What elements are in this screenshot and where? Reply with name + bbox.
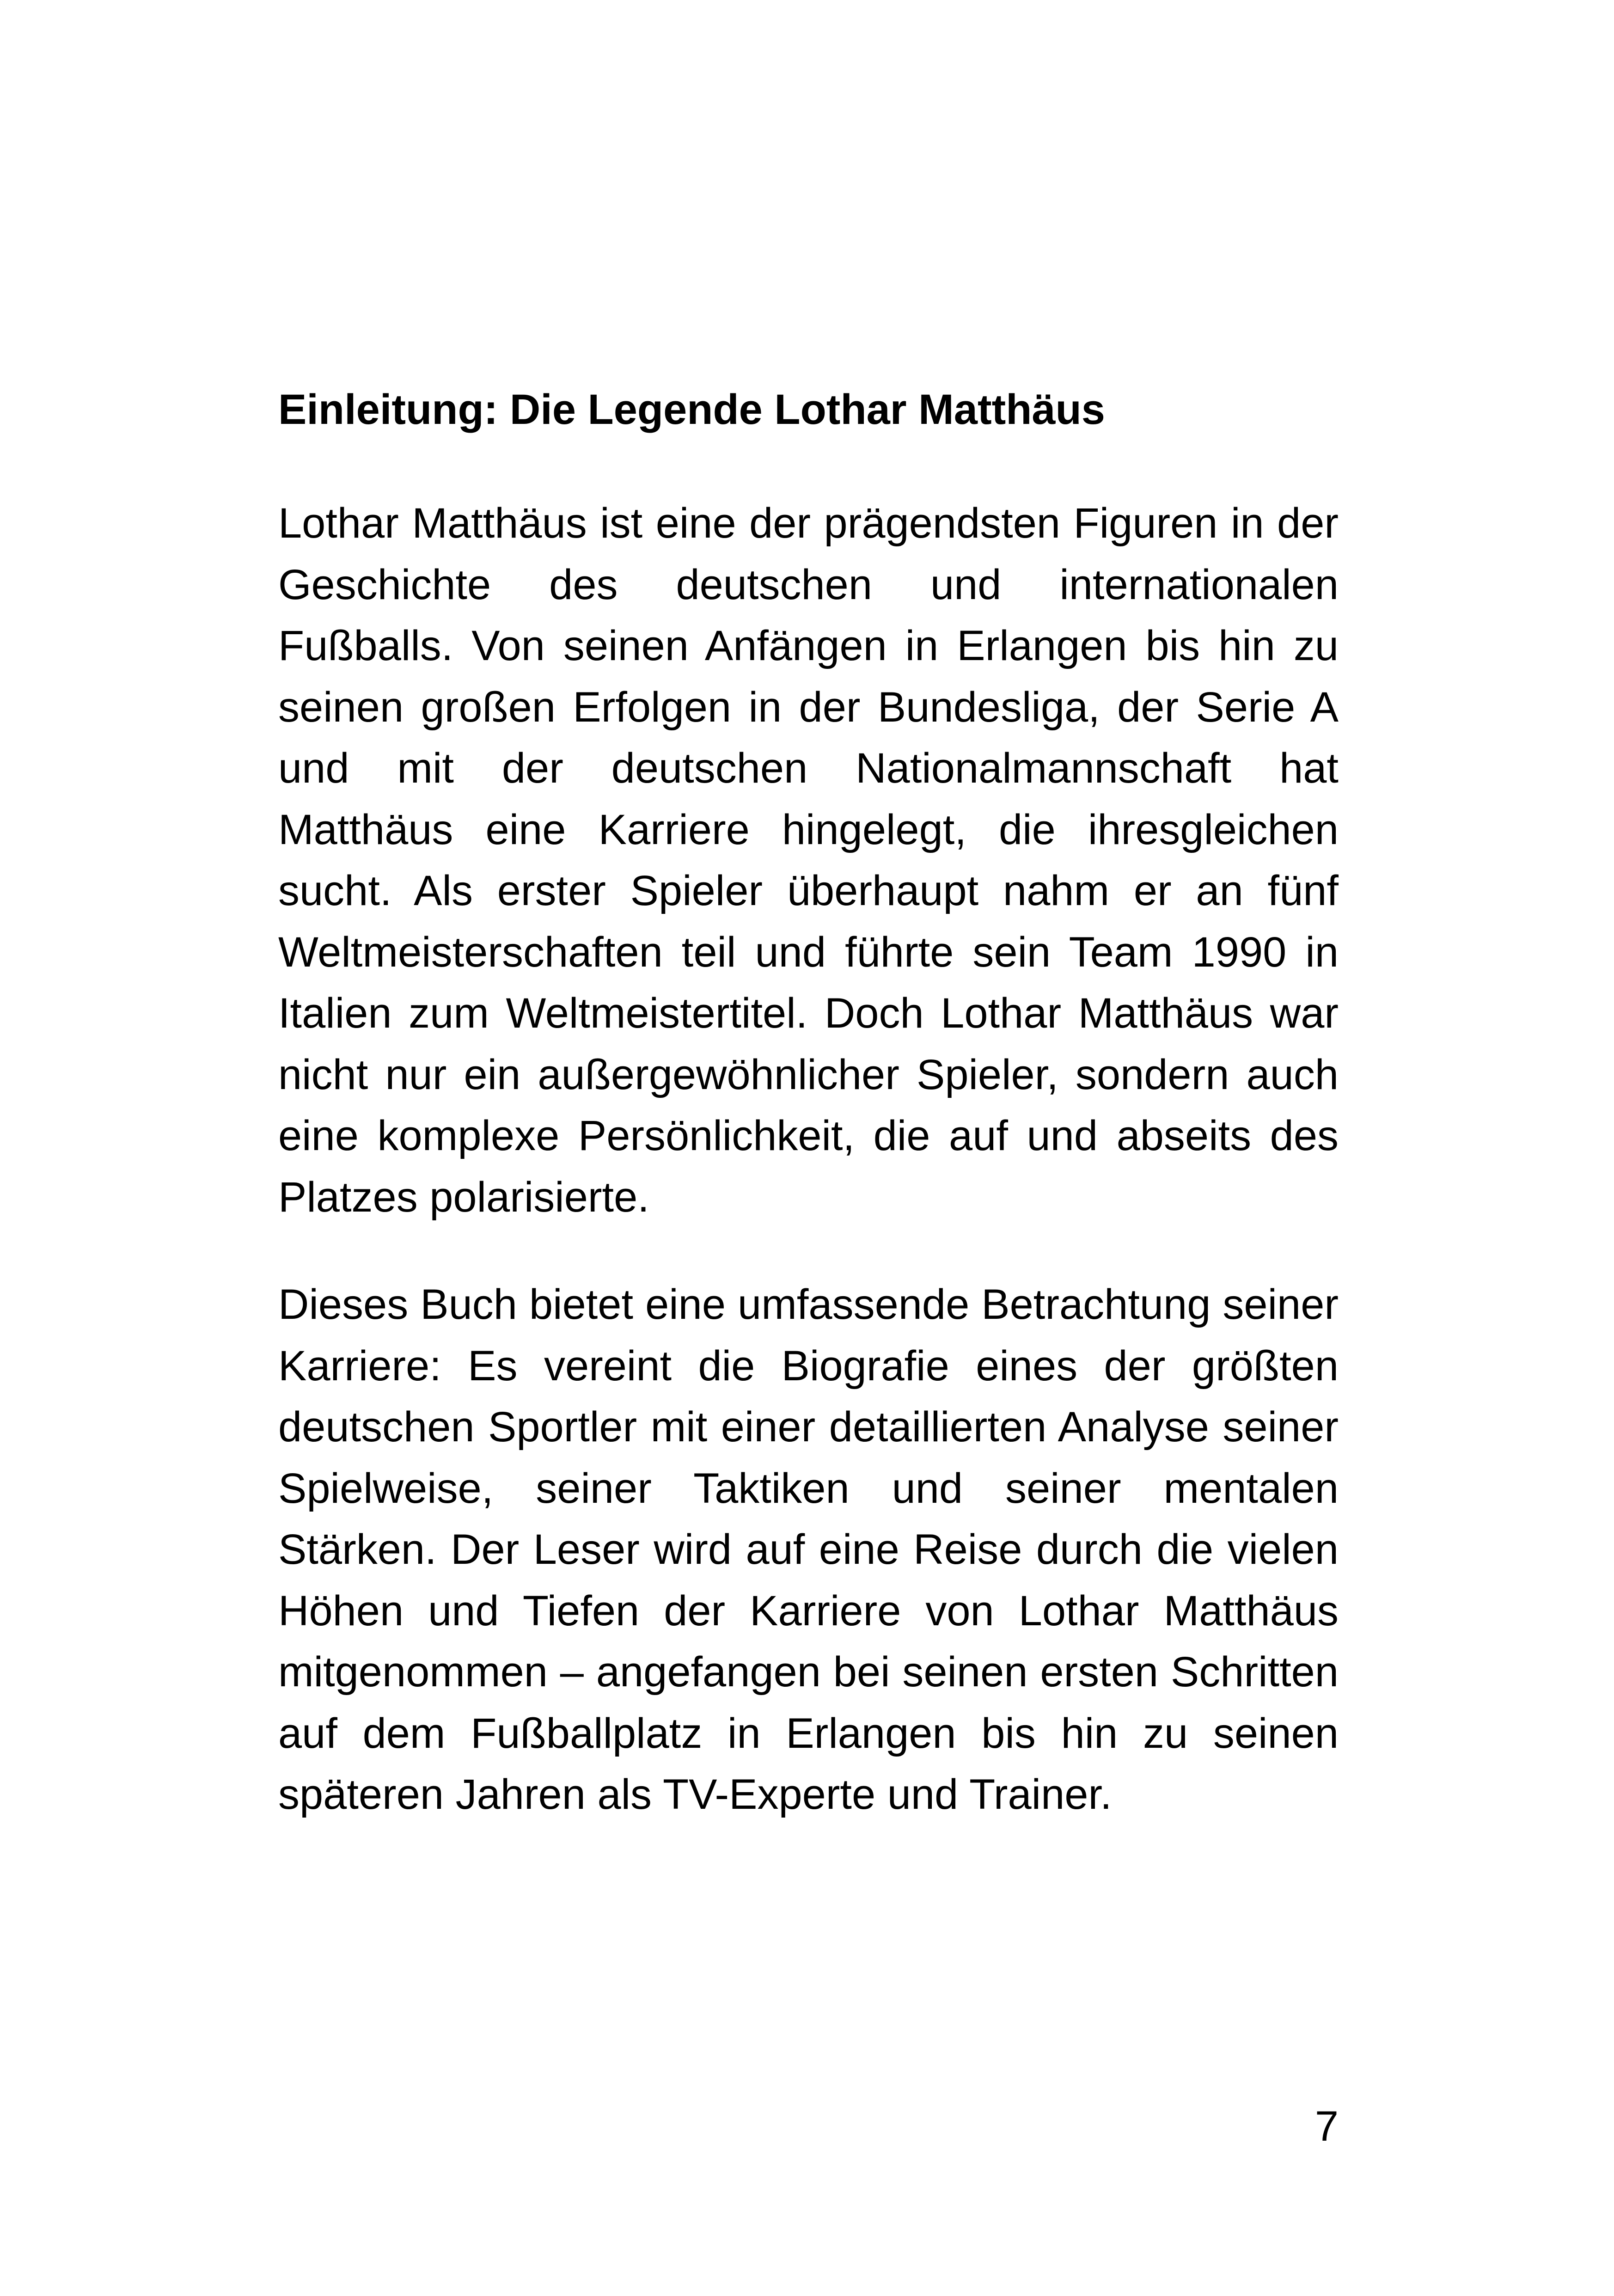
page-number: 7 [1314,2103,1339,2150]
body-paragraph-2: Dieses Buch bietet eine umfassende Betrachtung seiner Karriere: Es vereint die Biografie eines der größten deutschen Sportler mit einer detaillierten Analyse seiner Spielweise, seiner Taktiken und seiner mentalen Stärken. Der Leser wird auf eine Reise durch die vielen Höhen und Tiefen der Karriere von Lothar Matthäus mitgenommen – angefangen bei seinen ersten Schritten auf dem Fußballplatz in Erlangen bis hin zu seinen späteren Jahren als TV-Experte und Trainer. [278,1281,1339,1818]
body-paragraph-1: Lothar Matthäus ist eine der prägendsten Figuren in der Geschichte des deutschen und internationalen Fußballs. Von seinen Anfängen in Erlangen bis hin zu seinen großen Erfolgen in der Bundesliga, der Serie A und mit der deutschen Nationalmannschaft hat Matthäus eine Karriere hingelegt, die ihresgleichen sucht. Als erster Spieler überhaupt nahm er an fünf Weltmeisterschaften teil und führte sein Team 1990 in Italien zum Weltmeistertitel. Doch Lothar Matthäus war nicht nur ein außergewöhnlicher Spieler, sondern auch eine komplexe Persönlichkeit, die auf und abseits des Platzes polarisierte. [278,500,1339,1221]
chapter-title: Einleitung: Die Legende Lothar Matthäus [278,386,1105,433]
page-content [278,379,1339,1872]
